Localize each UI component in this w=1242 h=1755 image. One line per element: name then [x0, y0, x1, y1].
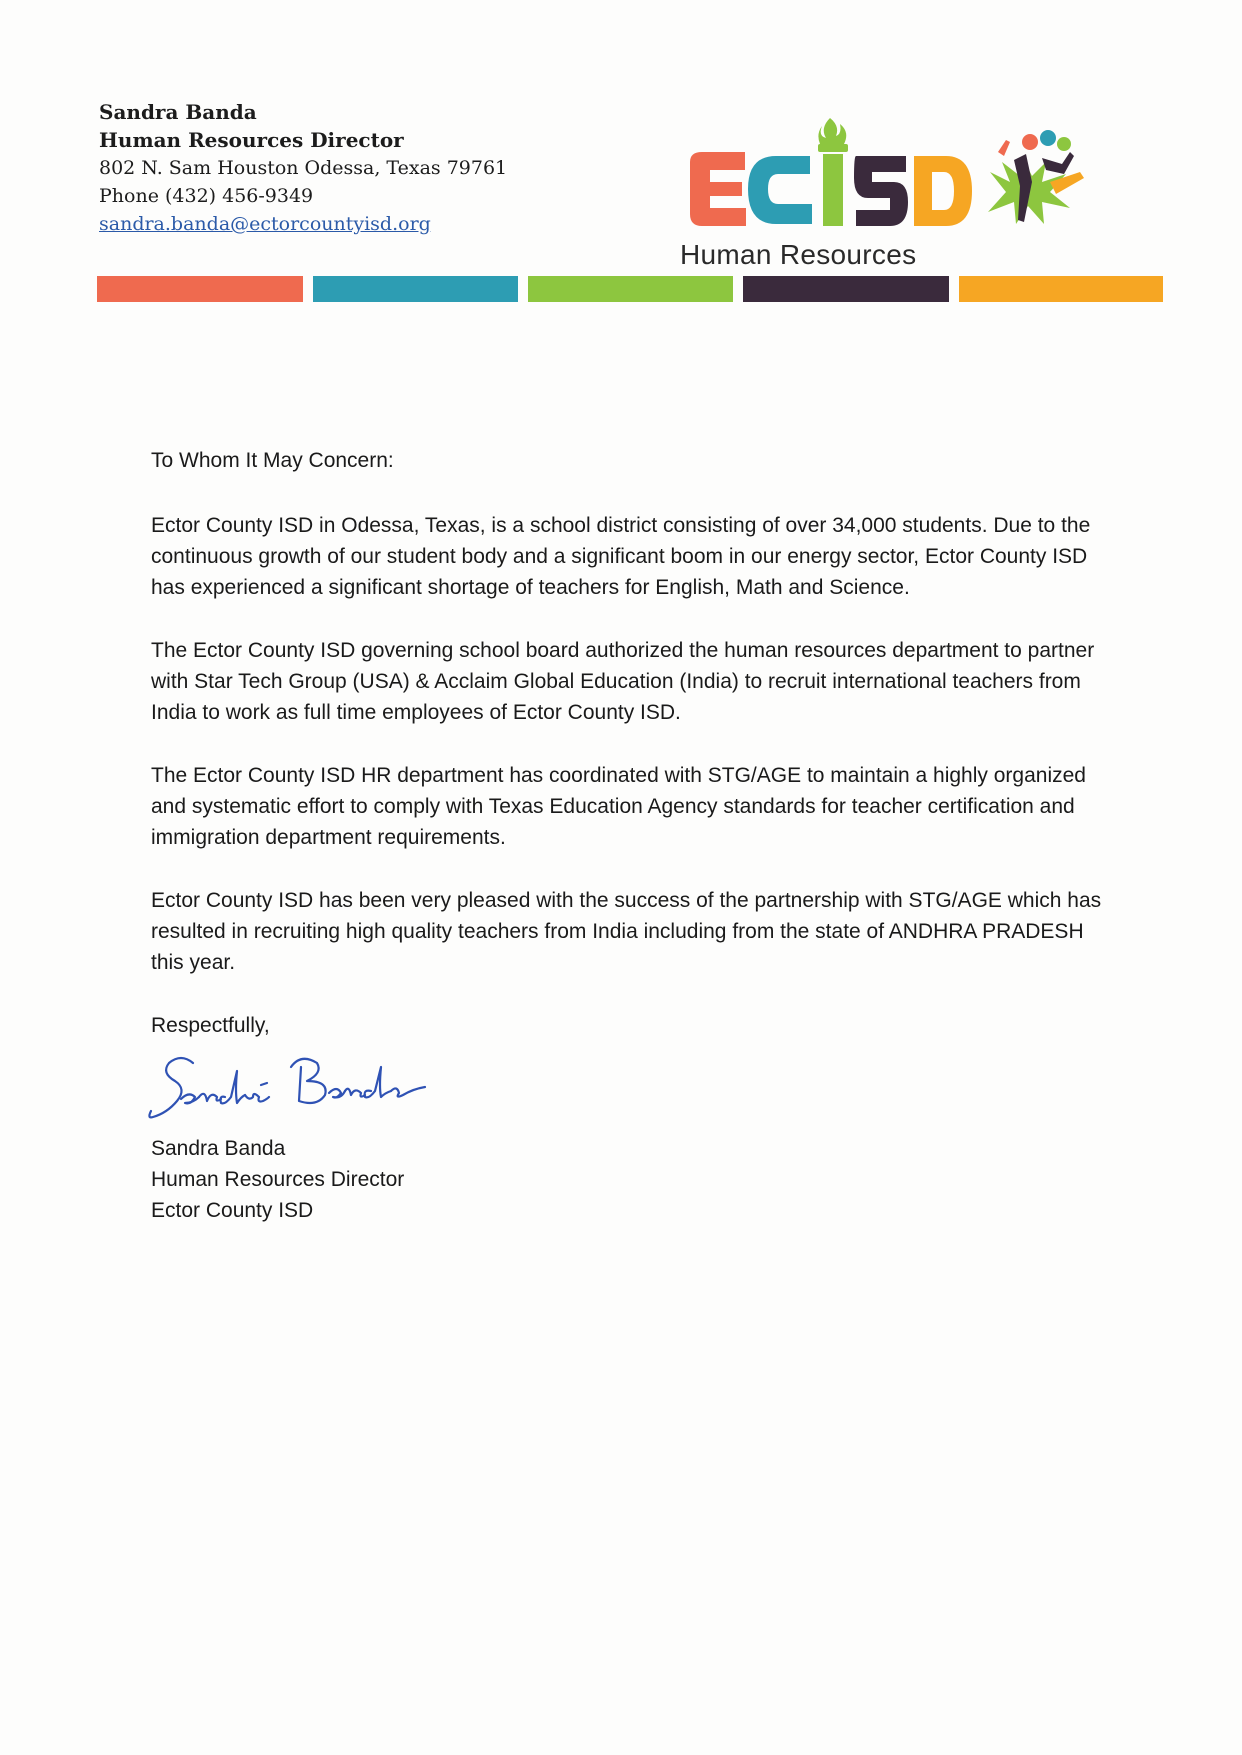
color-bar-plum	[743, 276, 949, 302]
closing: Respectfully,	[151, 1014, 270, 1037]
signer-block	[151, 1133, 1111, 1226]
torch-icon	[818, 118, 848, 226]
logo-letter-c	[748, 156, 812, 224]
sender-title: Human Resources Director	[99, 128, 404, 152]
paragraph-1: Ector County ISD in Odessa, Texas, is a school district consisting of over 34,000 students. Due to the continuous growth of our student body and a significant boom in our energy sector, Ector County ISD has experienced a significant shortage of teachers for English, Math and Science.	[151, 514, 1091, 599]
letter-body	[151, 445, 1111, 1226]
color-bar-teal	[313, 276, 518, 302]
signer-title: Human Resources Director	[151, 1168, 405, 1191]
letterhead-sender	[99, 98, 507, 238]
handwritten-signature	[141, 1041, 441, 1133]
sender-address: 802 N. Sam Houston Odessa, Texas 79761	[99, 157, 508, 179]
logo-letter-e	[690, 152, 746, 226]
kids-figures-icon	[988, 130, 1084, 224]
logo-letter-d	[914, 156, 972, 226]
logo-subtitle: Human Resources	[680, 239, 917, 270]
sender-name: Sandra Banda	[99, 100, 257, 124]
paragraph-3: The Ector County ISD HR department has coordinated with STG/AGE to maintain a highly organized and systematic effort to comply with Texas Education Agency standards for teacher certification and immigration department requirements.	[151, 764, 1086, 849]
logo-letter-s	[854, 156, 908, 226]
sender-phone: Phone (432) 456-9349	[99, 185, 314, 207]
paragraph-2: The Ector County ISD governing school board authorized the human resources department to partner with Star Tech Group (USA) & Acclaim Global Education (India) to recruit international teachers from India to work as full time employees of Ector County ISD.	[151, 639, 1095, 724]
salutation: To Whom It May Concern:	[151, 449, 394, 472]
signer-org: Ector County ISD	[151, 1199, 314, 1222]
color-bar-orange	[959, 276, 1163, 302]
logo-letter-i	[823, 154, 843, 226]
sender-email-link[interactable]: sandra.banda@ectorcountyisd.org	[99, 213, 431, 235]
signer-name: Sandra Banda	[151, 1137, 286, 1160]
color-bar-green	[528, 276, 733, 302]
color-bar-red	[97, 276, 303, 302]
paragraph-4: Ector County ISD has been very pleased with the success of the partnership with STG/AGE which has resulted in recruiting high quality teachers from India including from the state of ANDHRA PRADESH this year.	[151, 889, 1102, 974]
color-bar-strip	[97, 276, 1163, 302]
